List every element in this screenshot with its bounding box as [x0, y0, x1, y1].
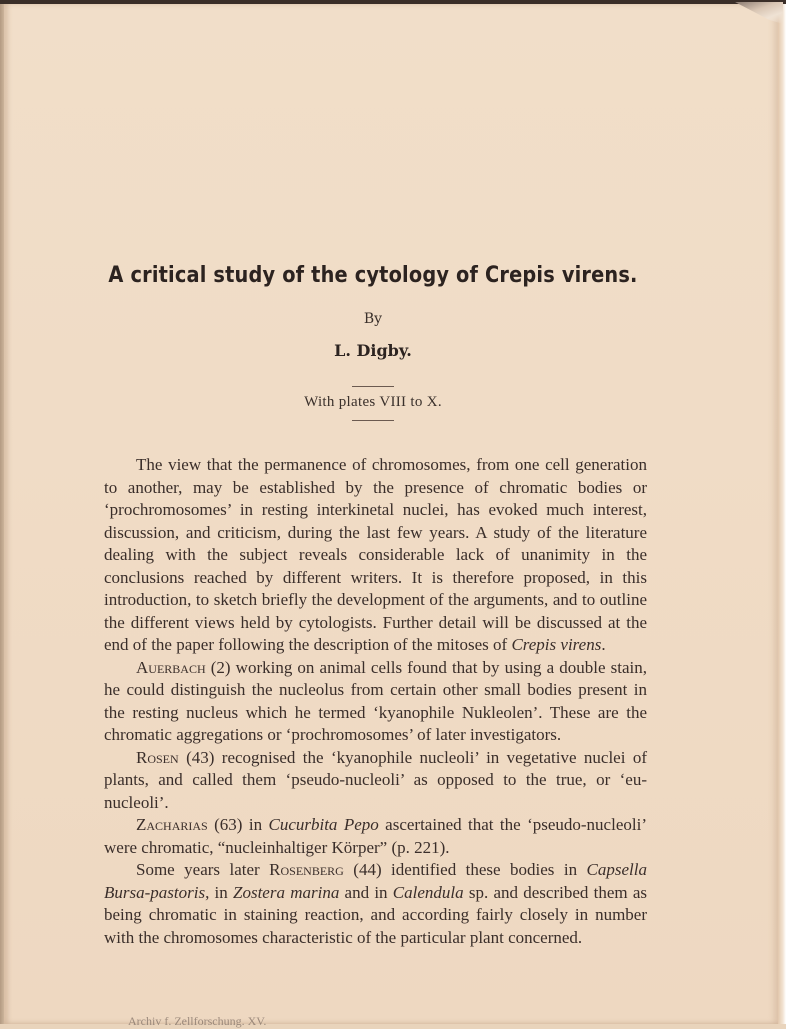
paragraph — [104, 859, 647, 949]
italic-term: Calendula — [392, 882, 464, 902]
italic-term: Crepis virens — [511, 635, 602, 654]
italic-term: Zostera marina — [233, 882, 340, 902]
byline: By — [363, 311, 383, 327]
italic-term: Capsella Bursa-pastoris — [104, 860, 647, 902]
text-run: (63) in — [207, 815, 269, 834]
text-run: (44) identified these bodies in — [343, 860, 587, 879]
text-run: ascertained that the ‘pseudo-nucleoli’ were chromatic, “nucleinhaltiger Körper” (p. 221). — [104, 815, 647, 857]
italic-term: Cucurbita Pepo — [268, 815, 379, 834]
author-name: L. Digby. — [334, 341, 412, 360]
text-run: sp. and described them as being chromatic in staining reaction, and according fairly closely in number with the chromosomes characteristic of the particular plant concerned. — [104, 882, 647, 947]
paragraph — [104, 814, 647, 859]
page-right-edge — [778, 0, 786, 1024]
text-run: The view that the permanence of chromosomes, from one cell generation to another, may be established by the presence of chromatic bodies or ‘prochromosomes’ in resting interkinetal nuclei, has evoked much interest, discussion, and criticism, during the last few years. A study of the literature dealing with the subject reveals considerable lack of unanimity in the conclusions reached by different writers. It is therefore proposed, in this introduction, to sketch briefly the development of the arguments, and to outline the different views held by cytologists. Further detail will be discussed at the end of the paper following the description of the mitoses of — [104, 455, 647, 654]
plates-note: With plates VIII to X. — [304, 394, 442, 410]
divider-top — [352, 386, 394, 387]
text-run: . — [601, 635, 606, 654]
page-top-edge — [0, 0, 786, 4]
text-run: Some years later — [136, 860, 270, 879]
author-citation: Auerbach — [136, 657, 206, 677]
divider-bottom — [352, 420, 394, 421]
paragraph — [104, 747, 647, 815]
text-run: (2) working on animal cells found that by using a double stain, he could distinguish the nucleolus from certain other small bodies present in the resting nucleus which he termed ‘kyanophile Nukleolen’. These are the chromatic aggregations or ‘prochromosomes’ of later investigators. — [104, 657, 647, 744]
article-body — [104, 454, 647, 949]
article-title: A critical study of the cytology of Crepis virens. — [108, 262, 638, 288]
text-run: and in — [339, 882, 393, 902]
author-citation: Zacharias — [136, 815, 208, 834]
text-run: (43) recognised the ‘kyanophile nucleoli’ in vegetative nuclei of plants, and called them ‘pseudo-nucleoli’ as opposed to the true, or ‘eu-nucleoli’. — [104, 747, 647, 812]
text-run: , in — [205, 882, 234, 902]
author-citation: Rosen — [136, 747, 179, 767]
paragraph — [104, 454, 647, 657]
paragraph — [104, 657, 647, 747]
page-footer: Archiv f. Zellforschung. XV. — [128, 1014, 267, 1028]
author-citation: Rosenberg — [269, 860, 344, 879]
